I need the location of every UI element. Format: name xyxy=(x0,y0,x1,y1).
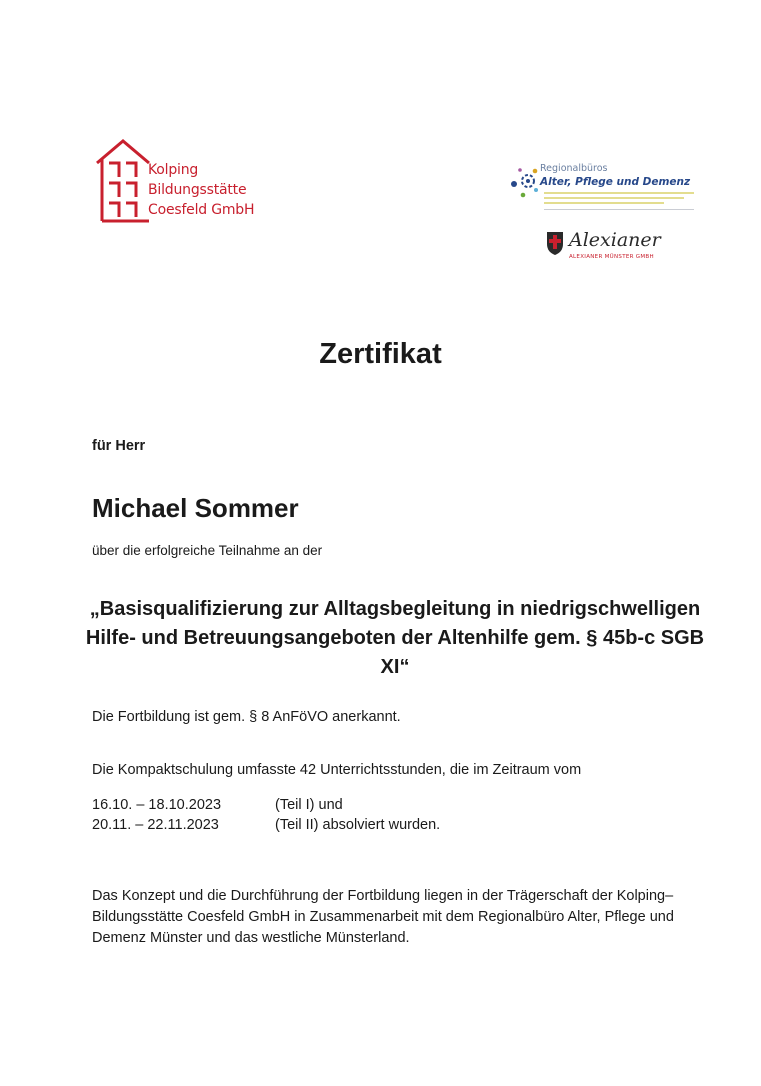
regional-logo-title: Alter, Pflege und Demenz xyxy=(540,176,691,188)
certificate-title: Zertifikat xyxy=(319,338,442,370)
concept-paragraph: Das Konzept und die Durchführung der Fortbildung liegen in der Trägerschaft der Kolping–Bildungsstätte Coesfeld GmbH in Zusammenarbeit mit dem Regionalbüro Alter, Pflege und Demenz Münster und das westliche Münsterland. xyxy=(92,888,674,946)
regional-bureau-logo xyxy=(508,163,698,215)
participation-text: über die erfolgreiche Teilnahme an der xyxy=(92,543,323,558)
regional-logo-subline xyxy=(544,209,694,210)
recipient-intro: für Herr xyxy=(92,438,146,454)
kolping-logo-line-3: Coesfeld GmbH xyxy=(148,202,255,218)
regional-logo-subline xyxy=(544,202,664,204)
schedule-intro: Die Kompaktschulung umfasste 42 Unterrichtsstunden, die im Zeitraum vom xyxy=(92,762,582,778)
schedule-part-2-label: (Teil II) absolviert wurden. xyxy=(275,817,441,833)
schedule-dates-part-1: 16.10. – 18.10.2023 xyxy=(92,797,222,813)
alexianer-logo-subtitle: ALEXIANER MÜNSTER GMBH xyxy=(569,254,654,260)
schedule-dates-part-2: 20.11. – 22.11.2023 xyxy=(92,817,219,833)
alexianer-logo xyxy=(545,227,675,267)
kolping-logo xyxy=(93,137,253,229)
kolping-logo-line-2: Bildungsstätte xyxy=(148,182,247,198)
recipient-name: Michael Sommer xyxy=(92,493,299,523)
regional-logo-subline xyxy=(544,197,684,199)
regional-logo-top-text: Regionalbüros xyxy=(540,163,608,174)
course-title: „Basisqualifizierung zur Alltagsbegleitung in niedrigschwelligen Hilfe- und Betreuungsangeboten der Altenhilfe gem. § 45b-c SGB XI“ xyxy=(85,598,705,678)
kolping-logo-line-1: Kolping xyxy=(148,162,199,178)
schedule-part-1-label: (Teil I) und xyxy=(275,797,343,813)
alexianer-logo-name: Alexianer xyxy=(569,229,661,251)
regional-dots-icon xyxy=(508,165,540,199)
alexianer-shield-icon xyxy=(545,230,565,256)
accreditation-text: Die Fortbildung ist gem. § 8 AnFöVO anerkannt. xyxy=(92,709,401,725)
regional-logo-subline xyxy=(544,192,694,194)
kolping-house-icon xyxy=(93,137,153,229)
